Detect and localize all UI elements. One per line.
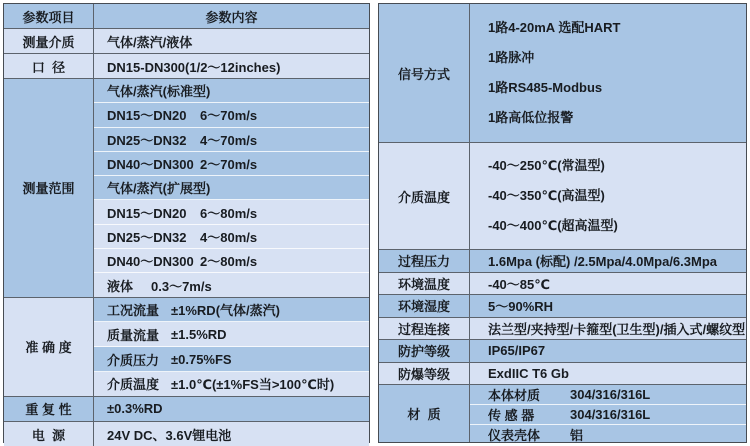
row-label-measuring-medium: 测量介质: [4, 29, 94, 54]
row-label-repeatability: 重 复 性: [4, 397, 94, 422]
signal-line: 1路脉冲: [488, 50, 535, 65]
row-label-ambient-humidity: 环境湿度: [379, 295, 470, 318]
row-value-repeatability: ±0.3%RD: [94, 397, 369, 422]
media-temp-line: -40～400℃(超高温型): [488, 218, 618, 233]
material-row-value: 304/316/316L: [570, 387, 651, 402]
row-value-material: [470, 385, 746, 442]
row-value-ambient-temperature: -40～85℃: [470, 273, 746, 296]
signal-line: 1路4-20mA 选配HART: [488, 20, 621, 35]
row-label-explosion-proof-rating: 防爆等级: [379, 363, 470, 386]
material-row-label: 传 感 器: [488, 408, 535, 423]
row-value-process-connection: 法兰型/夹持型/卡箍型(卫生型)/插入式/螺纹型: [470, 318, 746, 341]
left-header-content: 参数内容: [94, 4, 369, 29]
range-row-value: 2～70m/s: [200, 157, 258, 173]
row-label-signal-type: 信号方式: [379, 4, 470, 143]
accuracy-row-value: ±1%RD(气体/蒸汽): [171, 303, 280, 319]
range-row: [94, 103, 369, 127]
range-row-standard-heading: 气体/蒸汽(标准型): [94, 79, 369, 103]
row-label-process-connection: 过程连接: [379, 318, 470, 341]
range-row-value: 2～80m/s: [200, 254, 258, 270]
accuracy-row-label: 质量流量: [107, 327, 160, 343]
range-row-label: DN15～DN20: [107, 108, 187, 124]
row-label-media-temperature: 介质温度: [379, 143, 470, 250]
row-label-accuracy: 准 确 度: [4, 298, 94, 397]
range-row: [94, 152, 369, 176]
range-row-label: DN15～DN20: [107, 205, 187, 221]
material-row: [470, 385, 746, 404]
row-value-protection-rating: IP65/IP67: [470, 340, 746, 363]
row-label-process-pressure: 过程压力: [379, 250, 470, 273]
right-spec-table: [378, 3, 747, 443]
material-row: [470, 404, 746, 424]
row-label-material: 材 质: [379, 385, 470, 442]
range-row-label: DN40～DN300: [107, 157, 194, 173]
range-row-label: DN25～DN32: [107, 229, 187, 245]
material-row: [470, 424, 746, 442]
row-value-diameter: DN15-DN300(1/2～12inches): [94, 54, 369, 79]
range-row-value: 6～80m/s: [200, 205, 258, 221]
row-label-ambient-temperature: 环境温度: [379, 273, 470, 296]
range-row-value: 6～70m/s: [200, 108, 258, 124]
row-value-media-temperature: [470, 143, 746, 250]
accuracy-row-label: 介质温度: [107, 377, 160, 393]
row-value-process-pressure: 1.6Mpa (标配) /2.5Mpa/4.0Mpa/6.3Mpa: [470, 250, 746, 273]
accuracy-row-value: ±1.0℃(±1%FS当>100℃时): [171, 377, 335, 393]
row-label-measuring-range: 测量范围: [4, 79, 94, 298]
row-value-measuring-medium: 气体/蒸汽/液体: [94, 29, 369, 54]
accuracy-row: [94, 298, 369, 323]
range-row-label: DN40～DN300: [107, 254, 194, 270]
row-value-explosion-proof-rating: ExdIIC T6 Gb: [470, 363, 746, 386]
range-row-value: 0.3～7m/s: [151, 278, 212, 294]
range-row-label: DN25～DN32: [107, 132, 187, 148]
row-label-power: 电 源: [4, 422, 94, 446]
accuracy-row-label: 介质压力: [107, 352, 160, 368]
signal-line: 1路高低位报警: [488, 110, 574, 125]
accuracy-row: [94, 322, 369, 347]
media-temp-line: -40～350℃(高温型): [488, 188, 605, 203]
material-row-label: 仪表壳体: [488, 428, 541, 442]
range-row-extended-heading: 气体/蒸汽(扩展型): [94, 176, 369, 200]
row-value-signal-type: [470, 4, 746, 143]
range-row: [94, 225, 369, 249]
range-row-value: 4～70m/s: [200, 132, 258, 148]
range-row: [94, 128, 369, 152]
row-label-protection-rating: 防护等级: [379, 340, 470, 363]
material-row-label: 本体材质: [488, 388, 541, 403]
media-temp-line: -40～250℃(常温型): [488, 158, 605, 173]
row-value-power: 24V DC、3.6V锂电池: [94, 422, 369, 446]
range-row: [94, 249, 369, 273]
accuracy-row-label: 工况流量: [107, 303, 160, 319]
accuracy-row-value: ±1.5%RD: [171, 326, 227, 342]
signal-line: 1路RS485-Modbus: [488, 80, 603, 95]
range-row-liquid: [94, 273, 369, 297]
range-row: [94, 200, 369, 224]
left-header-param: 参数项目: [4, 4, 94, 29]
material-row-value: 304/316/316L: [570, 407, 651, 422]
accuracy-row-value: ±0.75%FS: [171, 351, 232, 367]
row-label-diameter: 口 径: [4, 54, 94, 79]
left-spec-table: [3, 3, 370, 443]
range-row-label: 液体: [107, 278, 134, 294]
accuracy-row: [94, 347, 369, 372]
range-row-value: 4～80m/s: [200, 229, 258, 245]
material-row-value: 铝: [570, 428, 584, 442]
row-value-ambient-humidity: 5～90%RH: [470, 295, 746, 318]
accuracy-row: [94, 372, 369, 397]
